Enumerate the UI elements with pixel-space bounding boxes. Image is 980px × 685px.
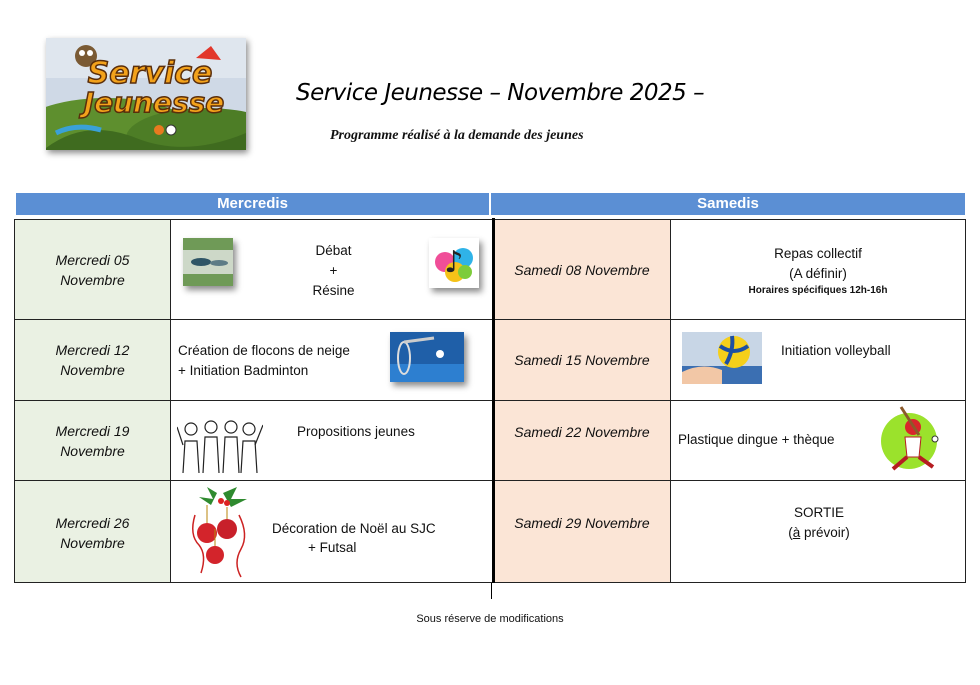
activity-line [671, 523, 967, 543]
activity-line: (A définir) [789, 266, 847, 281]
activity-line: Plastique dingue + thèque [678, 432, 835, 447]
activity-line: Initiation volleyball [781, 343, 891, 358]
activity-line: Résine [312, 283, 355, 298]
activity-line: + [329, 263, 338, 278]
svg-text:♪: ♪ [444, 245, 464, 280]
wednesday-date-cell [14, 319, 171, 401]
baseball-player-image [875, 405, 947, 475]
saturday-date: Samedi 22 Novembre [514, 424, 650, 440]
saturday-date: Samedi 15 Novembre [514, 352, 650, 368]
resin-craft-image [183, 238, 233, 286]
activity-line: SORTIE [793, 505, 844, 520]
divider-tick [491, 583, 492, 599]
wednesday-month: Novembre [60, 362, 125, 378]
page-subtitle: Programme réalisé à la demande des jeunes [330, 128, 584, 143]
activity-line-rest: prévoir) [804, 525, 850, 540]
wednesday-activity-cell [170, 480, 494, 583]
wednesday-day: Mercredi 19 [55, 422, 130, 439]
saturday-activity-cell [670, 480, 966, 583]
wednesday-month: Novembre [60, 442, 125, 459]
activity-line: Repas collectif [774, 246, 862, 261]
wednesday-activity-cell [170, 400, 494, 481]
page-title: Service Jeunesse – Novembre 2025 – [296, 80, 705, 106]
underlined-word: à [792, 525, 801, 540]
activity-line: + Futsal [308, 540, 357, 555]
activity-line: Création de flocons de neige [178, 343, 350, 358]
saturday-date-cell [493, 319, 671, 401]
activity-line: Décoration de Noël au SJC [272, 521, 436, 536]
wednesday-date-cell [14, 480, 171, 583]
wednesday-day: Mercredi 05 [55, 251, 130, 268]
saturday-activity-cell [670, 400, 966, 481]
saturday-date: Samedi 29 Novembre [514, 515, 650, 531]
christmas-ornaments-image [187, 485, 255, 581]
saturday-date-cell [493, 219, 671, 320]
column-header-mercredis: Mercredis [16, 193, 489, 215]
music-note-image [429, 238, 479, 288]
wednesday-day: Mercredi 26 [55, 515, 130, 531]
activity-line: Débat [315, 243, 352, 258]
open-paren: ( [788, 525, 793, 540]
saturday-activity-cell [670, 219, 966, 320]
saturday-date-cell [493, 480, 671, 583]
service-jeunesse-logo [46, 38, 246, 150]
badminton-image [390, 332, 464, 382]
youth-group-drawing [177, 415, 263, 473]
wednesday-activity-cell [170, 219, 494, 320]
wednesday-activity-cell [170, 319, 494, 401]
logo-text-jeunesse: Jeunesse [83, 86, 225, 119]
wednesday-date-cell [14, 400, 171, 481]
column-divider [492, 218, 495, 583]
column-header-samedis: Samedis [491, 193, 965, 215]
saturday-activity-cell [670, 319, 966, 401]
volleyball-image [682, 332, 762, 384]
wednesday-date-cell [14, 219, 171, 320]
wednesday-day: Mercredi 12 [55, 342, 130, 358]
logo-text-service: Service [87, 56, 213, 91]
activity-line: + Initiation Badminton [178, 363, 309, 378]
schedule-note: Horaires spécifiques 12h-16h [748, 285, 888, 296]
wednesday-month: Novembre [60, 271, 125, 288]
footer-note: Sous réserve de modifications [416, 613, 564, 625]
saturday-date-cell [493, 400, 671, 481]
activity-line: Propositions jeunes [297, 424, 415, 439]
wednesday-month: Novembre [60, 535, 125, 551]
saturday-date: Samedi 08 Novembre [514, 261, 650, 278]
